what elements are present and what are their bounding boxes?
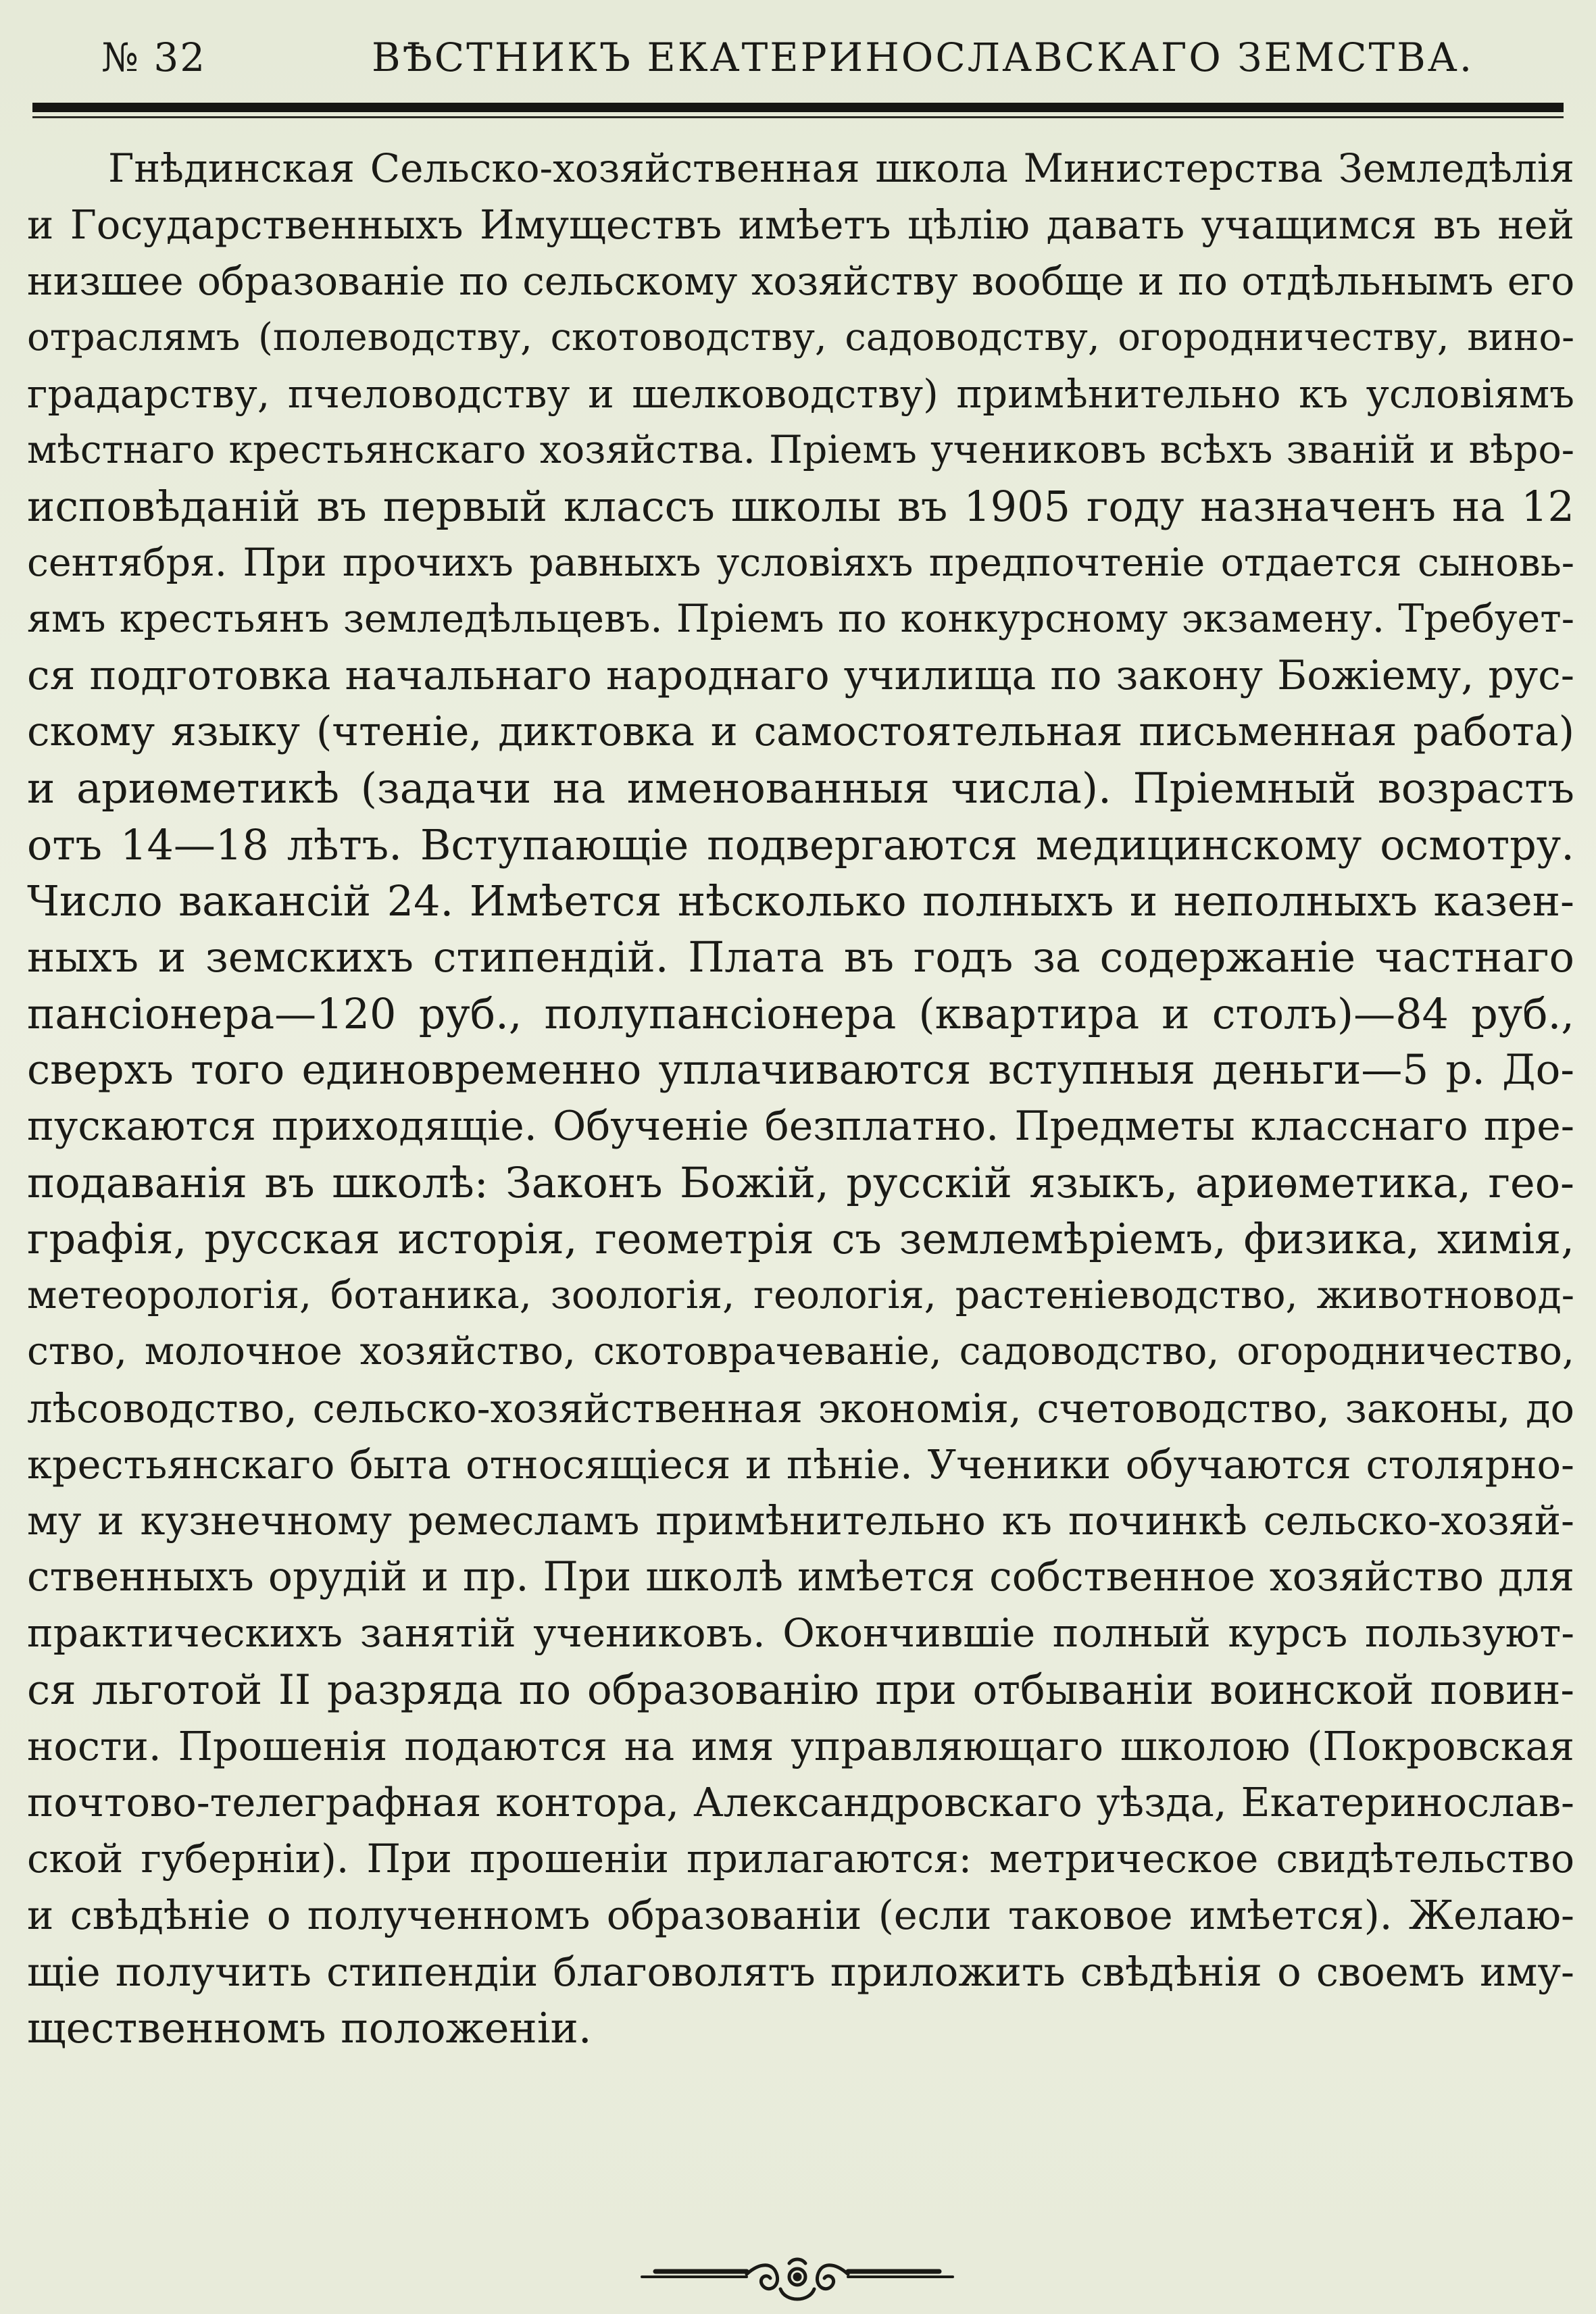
text-line: крестьянскаго быта относящіеся и пѣніе. Ученики обучаются столярно- xyxy=(27,1440,1574,1488)
text-line: графія, русская исторія, геометрія съ землемѣріемъ, физика, химія, xyxy=(27,1214,1574,1264)
text-line: метеорологія, ботаника, зоологія, геологія, растеніеводство, животновод- xyxy=(27,1272,1574,1317)
text-line: Число вакансій 24. Имѣется нѣсколько полныхъ и неполныхъ казен- xyxy=(27,876,1574,926)
header-rule-thin xyxy=(32,116,1564,118)
running-header xyxy=(101,27,1487,88)
text-line: Гнѣдинская Сельско-хозяйственная школа Министерства Земледѣлія xyxy=(108,145,1574,191)
text-line: исповѣданій въ первый классъ школы въ 1905 году назначенъ на 12 xyxy=(27,482,1574,532)
text-line: градарству, пчеловодству и шелководству) примѣнительно къ условіямъ xyxy=(27,370,1574,417)
text-line: практическихъ занятій учениковъ. Окончившіе полный курсъ пользуют- xyxy=(27,1610,1574,1657)
text-line: и свѣдѣніе о полученномъ образованіи (если таковое имѣется). Желаю- xyxy=(27,1892,1574,1939)
text-line: лѣсоводство, сельско-хозяйственная экономія, счетоводство, законы, до xyxy=(27,1384,1574,1432)
text-line: ся льготой II разряда по образованію при отбываніи воинской повин- xyxy=(27,1665,1574,1714)
text-line: му и кузнечному ремесламъ примѣнительно къ починкѣ сельско-хозяй- xyxy=(27,1497,1574,1544)
text-line: ственныхъ орудій и пр. При школѣ имѣется собственное хозяйство для xyxy=(27,1553,1575,1601)
text-line: скому языку (чтеніе, диктовка и самостоятельная письменная работа) xyxy=(27,707,1574,755)
journal-title: ВѢСТНИКЪ ЕКАТЕРИНОСЛАВСКАГО ЗЕМСТВА. xyxy=(372,34,1474,80)
issue-number: № 32 xyxy=(101,34,207,80)
text-line: отъ 14—18 лѣтъ. Вступающіе подвергаются медицинскому осмотру. xyxy=(27,820,1574,870)
article-body xyxy=(27,141,1574,2056)
text-line: ямъ крестьянъ земледѣльцевъ. Пріемъ по конкурсному экзамену. Требует- xyxy=(27,597,1574,642)
text-line: сверхъ того единовременно уплачиваются вступныя деньги—5 р. До- xyxy=(27,1046,1574,1095)
text-line: и ариѳметикѣ (задачи на именованныя числа). Пріемный возрастъ xyxy=(27,763,1574,813)
text-line: почтово-телеграфная контора, Александровскаго уѣзда, Екатеринослав- xyxy=(27,1779,1574,1826)
text-line: щественномъ положеніи. xyxy=(27,2003,592,2053)
text-line: щіе получить стипендіи благоволятъ приложить свѣдѣнія о своемъ иму- xyxy=(27,1948,1574,1995)
header-rule-thick xyxy=(32,103,1564,112)
text-line: ской губерніи). При прошеніи прилагаются: метрическое свидѣтельство xyxy=(27,1835,1574,1882)
text-line: подаванія въ школѣ: Законъ Божій, русскій языкъ, ариѳметика, гео- xyxy=(27,1158,1574,1208)
text-line: мѣстнаго крестьянскаго хозяйства. Пріемъ учениковъ всѣхъ званій и вѣро- xyxy=(27,427,1574,472)
text-line: пансіонера—120 руб., полупансіонера (квартира и столъ)—84 руб., xyxy=(27,988,1574,1038)
text-line: ство, молочное хозяйство, скотоврачеваніе, садоводство, огородничество, xyxy=(27,1329,1574,1374)
text-line: и Государственныхъ Имуществъ имѣетъ цѣлію давать учащимся въ ней xyxy=(27,201,1574,249)
text-line: пускаются приходящіе. Обученіе безплатно. Предметы класснаго пре- xyxy=(27,1102,1574,1150)
tailpiece-ornament-icon xyxy=(628,2248,966,2309)
text-line: ся подготовка начальнаго народнаго училища по закону Божіему, рус- xyxy=(27,651,1574,699)
text-line: ныхъ и земскихъ стипендій. Плата въ годъ за содержаніе частнаго xyxy=(27,932,1574,982)
text-line: ности. Прошенія подаются на имя управляющаго школою (Покровская xyxy=(27,1722,1574,1769)
text-line: низшее образованіе по сельскому хозяйству вообще и по отдѣльнымъ его xyxy=(27,257,1575,304)
text-line: отраслямъ (полеводству, скотоводству, садоводству, огородничеству, вино- xyxy=(27,316,1574,360)
text-line: сентября. При прочихъ равныхъ условіяхъ предпочтеніе отдается сыновь- xyxy=(27,540,1574,585)
